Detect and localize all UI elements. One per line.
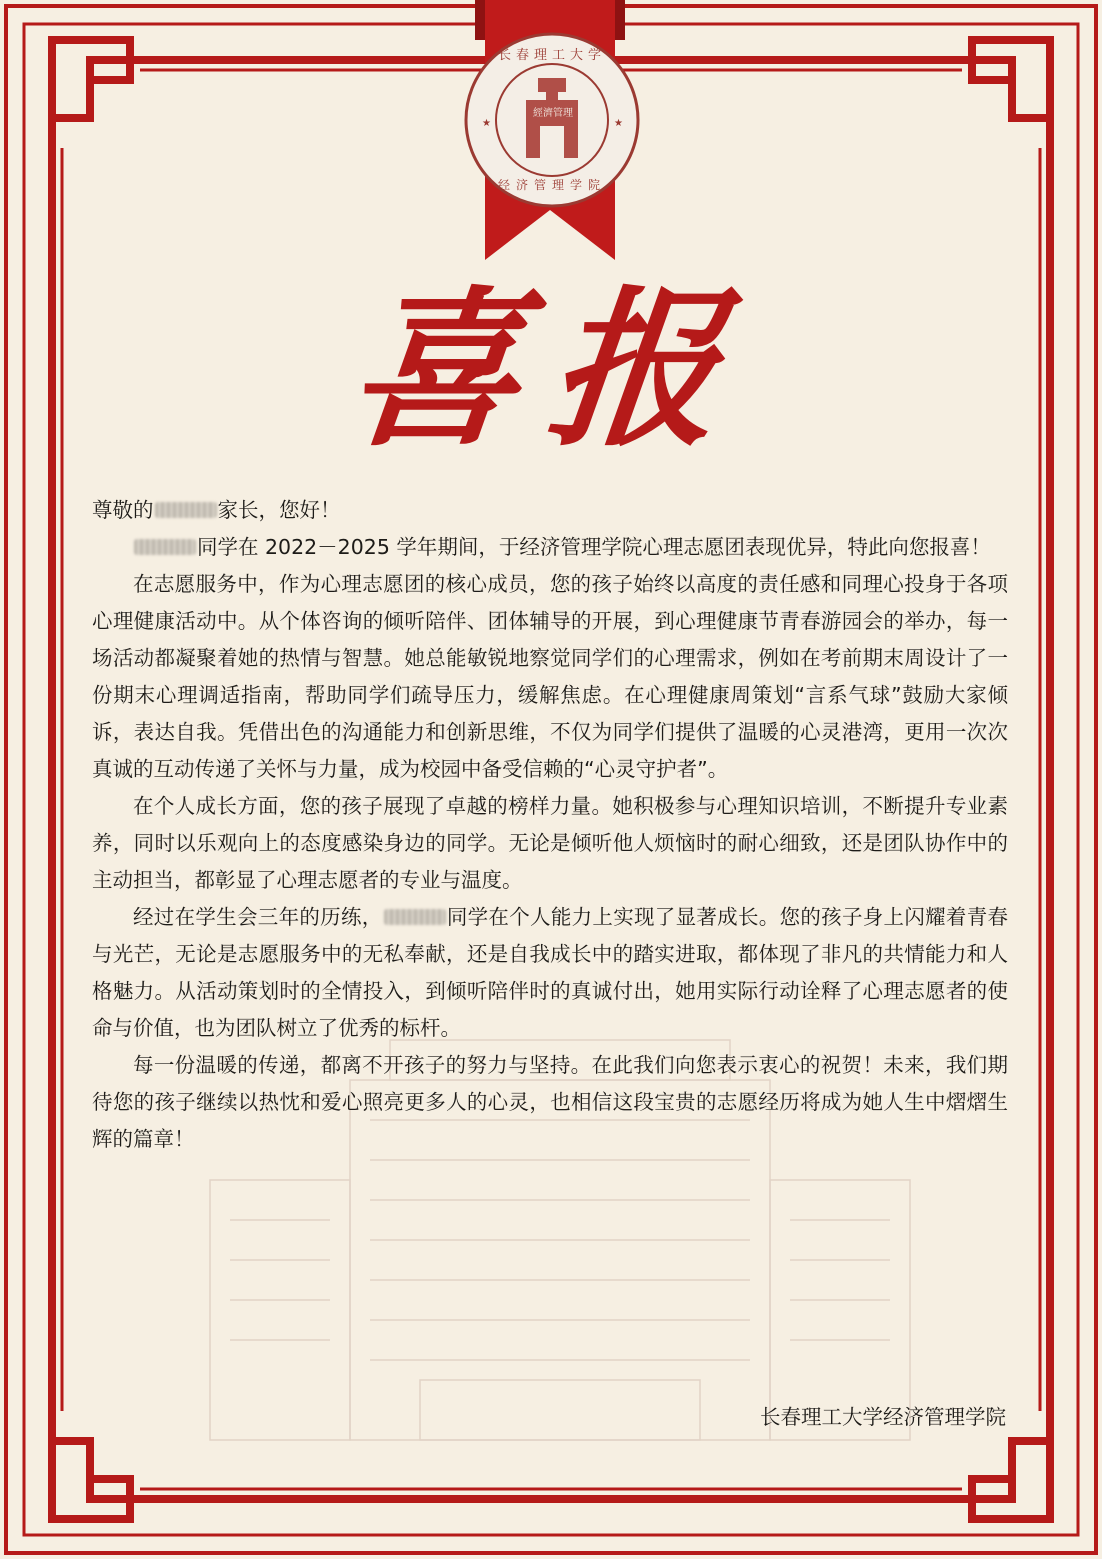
- paragraph-growth: [92, 899, 1008, 1047]
- intro-paragraph: [92, 529, 1008, 566]
- seal-top-text: 长春理工大学: [497, 48, 606, 63]
- greeting-suffix: 家长，您好！: [217, 498, 341, 522]
- paragraph-closing: 每一份温暖的传递，都离不开孩子的努力与坚持。在此我们向您表示衷心的祝贺！未来，我们期待您的孩子继续以热忱和爱心照亮更多人的心灵，也相信这段宝贵的志愿经历将成为她人生中熠熠生辉的篇章！: [92, 1053, 1008, 1151]
- certificate-title: [300, 270, 800, 470]
- paragraph-service: 在志愿服务中，作为心理志愿团的核心成员，您的孩子始终以高度的责任感和同理心投身于各项心理健康活动中。从个体咨询的倾听陪伴、团体辅导的开展，到心理健康节青春游园会的举办，每一场活动都凝聚着她的热情与智慧。她总能敏锐地察觉同学们的心理需求，例如在考前期末周设计了一份期末心理调适指南，帮助同学们疏导压力，缓解焦虑。在心理健康周策划“言系气球”鼓励大家倾诉，表达自我。凭借出色的沟通能力和创新思维，不仅为同学们提供了温暖的心灵港湾，更用一次次真诚的互动传递了关怀与力量，成为校园中备受信赖的“心灵守护者”。: [92, 572, 1008, 781]
- signature: 长春理工大学经济管理学院: [760, 1405, 1006, 1429]
- seal-bottom-text: 经济管理学院: [497, 178, 606, 192]
- svg-text:★: ★: [614, 118, 623, 129]
- redacted-name: [134, 539, 196, 555]
- paragraph-growth-personal: 在个人成长方面，您的孩子展现了卓越的榜样力量。她积极参与心理知识培训，不断提升专业素养，同时以乐观向上的态度感染身边的同学。无论是倾听他人烦恼时的耐心细致，还是团队协作中的主动担当，都彰显了心理志愿者的专业与温度。: [92, 794, 1008, 892]
- growth-prefix: 经过在学生会三年的历练，: [133, 905, 383, 929]
- greeting-prefix: 尊敬的: [92, 498, 154, 522]
- redacted-name: [384, 909, 446, 925]
- greeting-line: [92, 492, 1008, 529]
- letter-body: [92, 492, 1008, 1158]
- svg-text:★: ★: [482, 118, 491, 129]
- title-text: 喜报: [339, 270, 761, 470]
- intro-text: 同学在 2022－2025 学年期间，于经济管理学院心理志愿团表现优异，特此向您报喜！: [197, 535, 991, 559]
- growth-suffix: 同学在个人能力上实现了显著成长。您的孩子身上闪耀着青春与光芒，无论是志愿服务中的无私奉献，还是自我成长中的踏实进取，都体现了非凡的共情能力和人格魅力。从活动策划时的全情投入，到倾听陪伴时的真诚付出，她用实际行动诠释了心理志愿者的使命与价值，也为团队树立了优秀的标杆。: [92, 905, 1009, 1040]
- seal-center-text: 經濟管理: [533, 108, 573, 119]
- redacted-name: [155, 502, 217, 518]
